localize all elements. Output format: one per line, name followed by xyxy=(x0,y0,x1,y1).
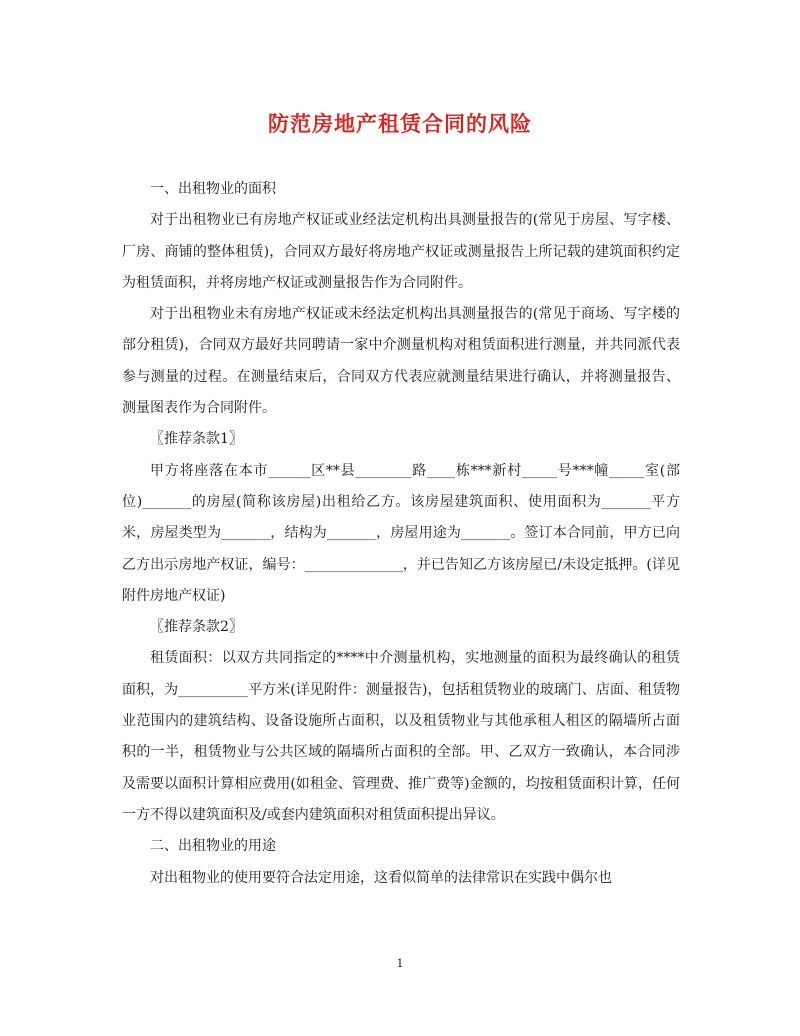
clause-heading: 〖推荐条款2〗 xyxy=(150,619,243,636)
paragraph: 租赁面积：以双方共同指定的****中介测量机构，实地测量的面积为最终确认的租赁面积，为__________平方米(详见附件：测量报告)，包括租赁物业的玻璃门、店面、租赁物业范围内的建筑结构、设备设施所占面积，以及租赁物业与其他承租人租区的隔墙所占面积的一半，租赁物业与公共区域的隔墙所占面积的全部。甲、乙双方一致确认，本合同涉及需要以面积计算相应费用(如租金、管理费、推广费等)金额的，均按租赁面积计算，任何一方不得以建筑面积及/或套内建筑面积对租赁面积提出异议。 xyxy=(122,650,680,823)
paragraph: 对出租物业的使用要符合法定用途，这看似简单的法律常识在实践中偶尔也 xyxy=(150,869,612,886)
section-heading: 二、出租物业的用途 xyxy=(150,838,276,855)
section-heading: 一、出租物业的面积 xyxy=(150,181,276,197)
document-body xyxy=(122,174,680,894)
document-title: 防范房地产租赁合同的风险 xyxy=(268,111,532,136)
page-number: 1 xyxy=(396,957,404,970)
paragraph: 对于出租物业未有房地产权证或未经法定机构出具测量报告的(常见于商场、写字楼的部分租赁)，合同双方最好共同聘请一家中介测量机构对租赁面积进行测量，并共同派代表参与测量的过程。在测量结束后，合同双方代表应就测量结果进行确认，并将测量报告、测量图表作为合同附件。 xyxy=(122,306,680,417)
paragraph: 对于出租物业已有房地产权证或业经法定机构出具测量报告的(常见于房屋、写字楼、厂房、商铺的整体租赁)，合同双方最好将房地产权证或测量报告上所记载的建筑面积约定为租赁面积，并将房地产权证或测量报告作为合同附件。 xyxy=(122,212,680,291)
clause-heading: 〖推荐条款1〗 xyxy=(150,431,243,448)
paragraph: 甲方将座落在本市______区**县________路____栋***新村_____号***幢_____室(部位)_______的房屋(简称该房屋)出租给乙方。该房屋建筑面积、使用面积为_______平方米，房屋类型为_______，结构为_______，房屋用途为_______。签订本合同前，甲方已向乙方出示房地产权证，编号：______________，并已告知乙方该房屋已/未设定抵押。(详见附件房地产权证) xyxy=(122,462,680,604)
